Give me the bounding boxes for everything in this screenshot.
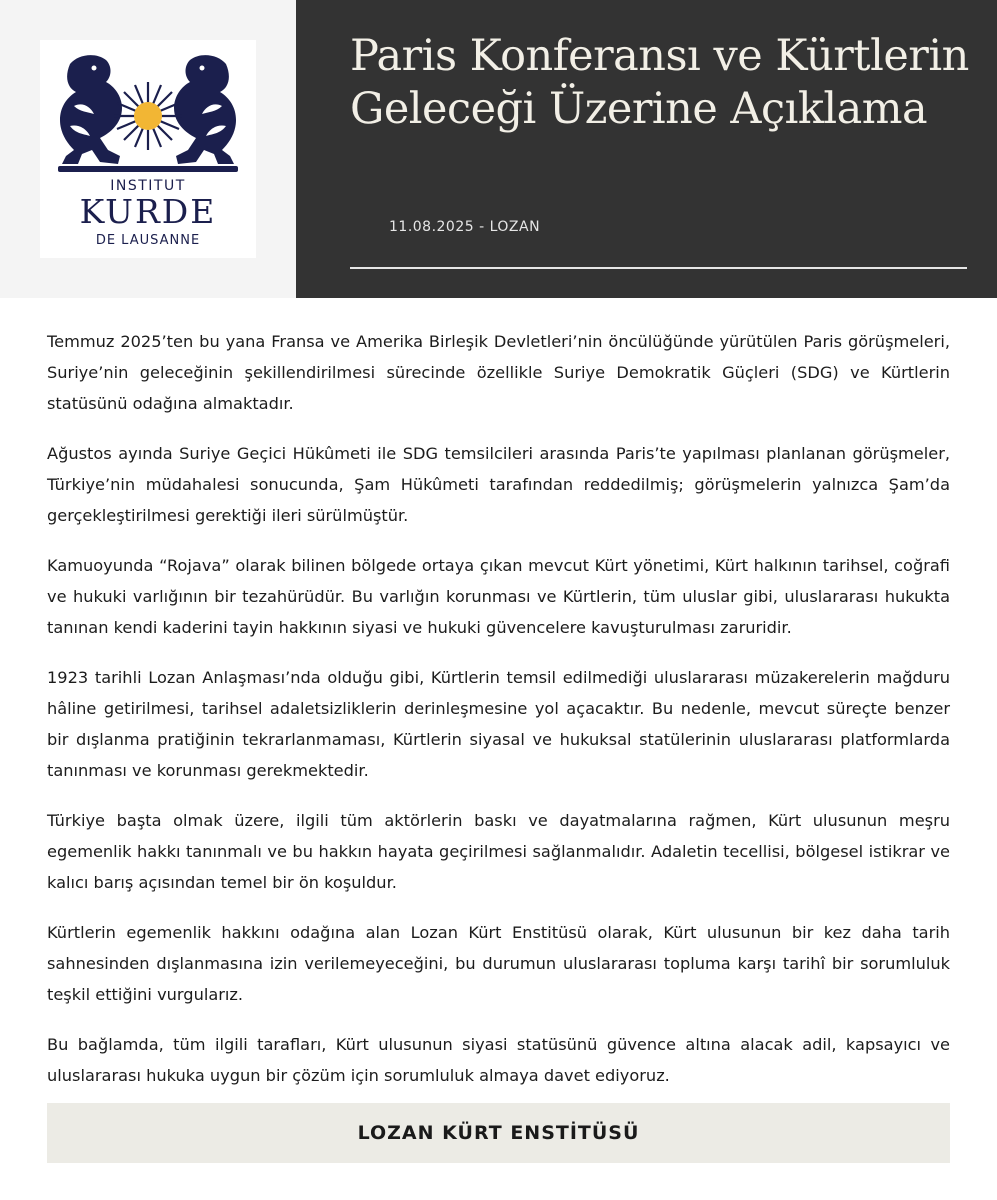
paragraph: Kürtlerin egemenlik hakkını odağına alan Lozan Kürt Enstitüsü olarak, Kürt ulusunun bir kez daha tarih sahnesinden dışlanmasına izin verilemeyeceğini, bu durumun uluslararası topluma karşı tarihî bir sorumluluk teşkil ettiğini vurgularız. xyxy=(47,923,950,1004)
paragraph: Kamuoyunda “Rojava” olarak bilinen bölgede ortaya çıkan mevcut Kürt yönetimi, Kürt halkının tarihsel, coğrafi ve hukuki varlığının bir tezahürüdür. Bu varlığın korunması ve Kürtlerin, tüm uluslar gibi, uluslararası hukukta tanınan kendi kaderini tayin hakkının siyasi ve hukuki güvencelere kavuşturulması zaruridir. xyxy=(47,556,950,637)
institute-logo xyxy=(40,40,256,258)
title-panel xyxy=(296,0,997,298)
title-divider xyxy=(350,267,967,269)
page-title: Paris Konferansı ve Kürtlerin Geleceği Üzerine Açıklama xyxy=(350,31,969,134)
logo-line-kurde: KURDE xyxy=(79,192,217,231)
paragraph: Temmuz 2025’ten bu yana Fransa ve Amerika Birleşik Devletleri’nin öncülüğünde yürütülen Paris görüşmeleri, Suriye’nin geleceğinin şekillendirilmesi sürecinde özellikle Suriye Demokratik Güçleri (SDG) ve Kürtlerin statüsünü odağına almaktadır. xyxy=(47,332,950,413)
logo-panel xyxy=(0,0,296,298)
header xyxy=(0,0,997,298)
signature-text: LOZAN KÜRT ENSTİTÜSÜ xyxy=(357,1122,640,1144)
date-location: 11.08.2025 - LOZAN xyxy=(389,219,541,235)
paragraph: Ağustos ayında Suriye Geçici Hükûmeti ile SDG temsilcileri arasında Paris’te yapılması planlanan görüşmeler, Türkiye’nin müdahalesi sonucunda, Şam Hükûmeti tarafından reddedilmiş; görüşmelerin yalnızca Şam’da gerçekleştirilmesi gerektiği ileri sürülmüştür. xyxy=(47,444,950,525)
statement-body xyxy=(47,326,950,1110)
logo-line-de-lausanne: DE LAUSANNE xyxy=(95,233,201,248)
logo-line-institut: INSTITUT xyxy=(110,178,186,194)
paragraph: 1923 tarihli Lozan Anlaşması’nda olduğu gibi, Kürtlerin temsil edilmediği uluslararası müzakerelerin mağduru hâline getirilmesi, tarihsel adaletsizliklerin derinleşmesine yol açacaktır. Bu nedenle, mevcut süreçte benzer bir dışlanma pratiğinin tekrarlanmaması, Kürtlerin siyasal ve hukuksal statülerinin uluslararası platformlarda tanınması ve korunması gerekmektedir. xyxy=(47,668,950,780)
paragraph: Bu bağlamda, tüm ilgili tarafları, Kürt ulusunun siyasi statüsünü güvence altına alacak adil, kapsayıcı ve uluslararası hukuka uygun bir çözüm için sorumluluk almaya davet ediyoruz. xyxy=(47,1035,950,1085)
paragraph: Türkiye başta olmak üzere, ilgili tüm aktörlerin baskı ve dayatmalarına rağmen, Kürt ulusunun meşru egemenlik hakkı tanınmalı ve bu hakkın hayata geçirilmesi sağlanmalıdır. Adaletin tecellisi, bölgesel istikrar ve kalıcı barış açısından temel bir ön koşuldur. xyxy=(47,811,950,892)
signature-banner xyxy=(47,1103,950,1163)
lions-and-sun-emblem-icon xyxy=(48,46,248,178)
